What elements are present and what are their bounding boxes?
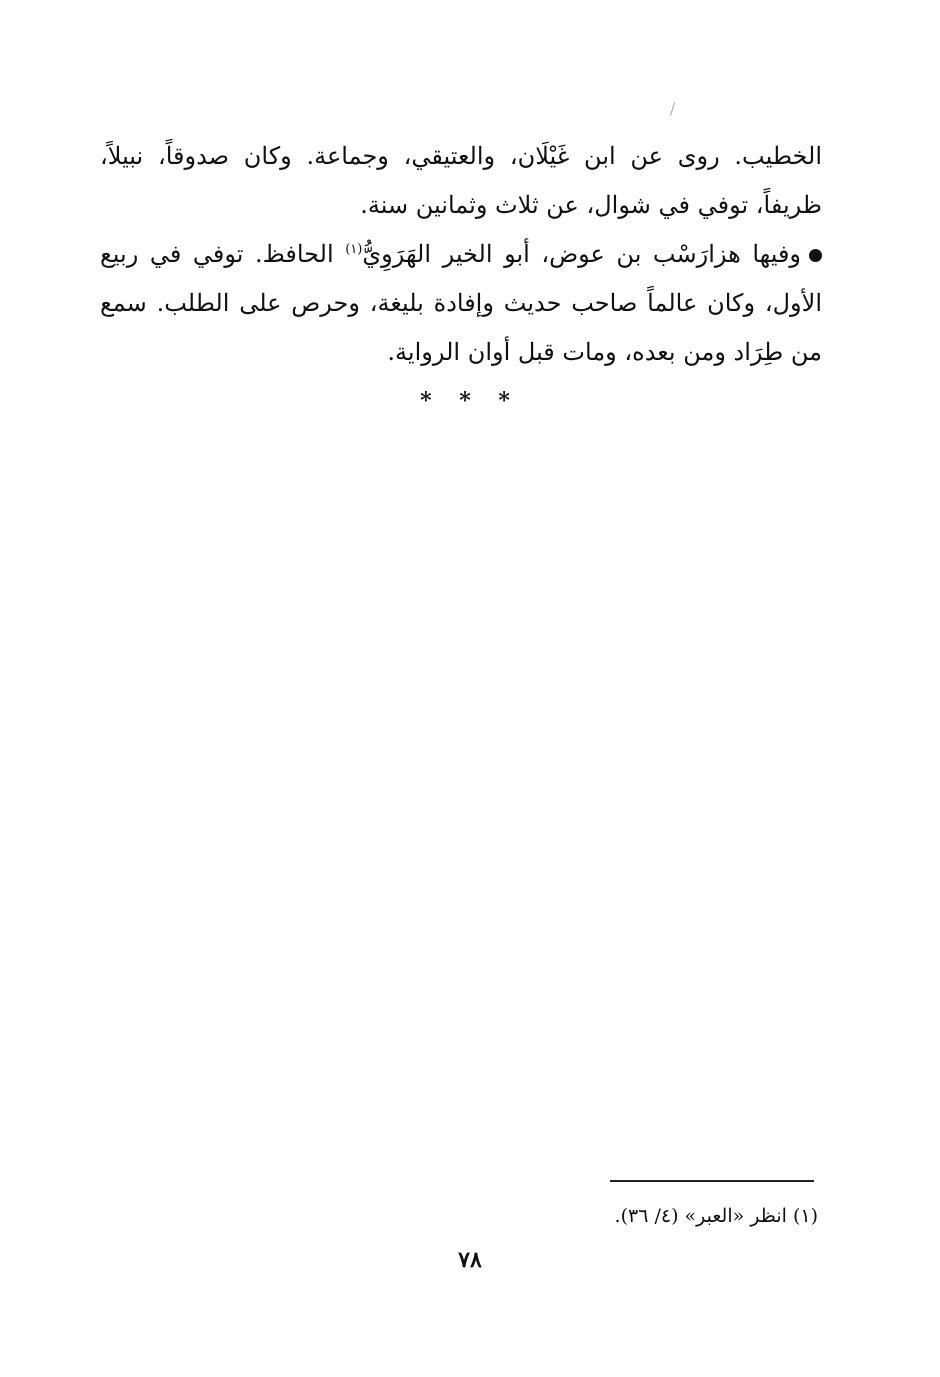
page-number: ٧٨: [458, 1247, 482, 1273]
footnote-divider: [610, 1180, 814, 1182]
stray-scan-mark: [670, 102, 675, 116]
paragraph-2: [100, 230, 822, 377]
paragraph-2-name: وفيها هزارَسْب بن عوض، أبو الخير الهَرَوِيُّ: [362, 240, 802, 268]
section-separator: * * *: [420, 388, 520, 414]
footnote-reference: (١): [345, 242, 363, 257]
paragraph-2-rest: الحافظ. توفي في ربيع الأول، وكان عالماً صاحب حديث وإفادة بليغة، وحرص على الطلب. سمع من طِرَاد ومن بعده، ومات قبل أوان الرواية.: [100, 240, 822, 366]
bullet-icon: [809, 249, 822, 262]
footnote: (١) انظر «العبر» (٤/ ٣٦).: [614, 1205, 818, 1227]
paragraph-1: الخطيب. روى عن ابن غَيْلَان، والعتيقي، وجماعة. وكان صدوقاً، نبيلاً، ظريفاً، توفي في شوال، عن ثلاث وثمانين سنة.: [100, 142, 822, 219]
main-text-block: [100, 132, 822, 377]
